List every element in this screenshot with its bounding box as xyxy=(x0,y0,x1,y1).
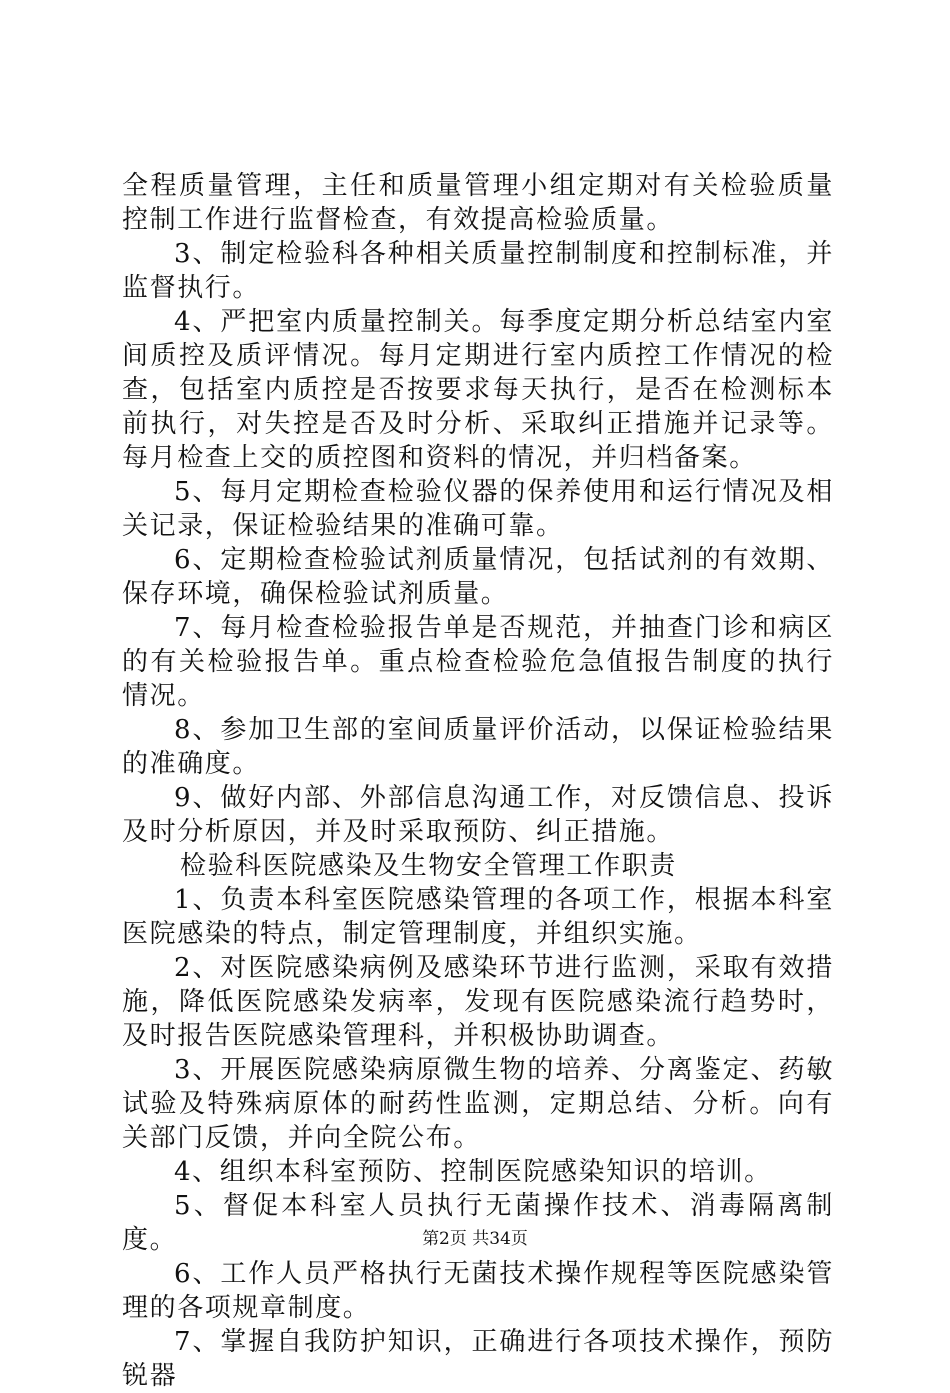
paragraph: 8、参加卫生部的室间质量评价活动，以保证检验结果的准确度。 xyxy=(122,715,834,779)
paragraph: 7、掌握自我防护知识，正确进行各项技术操作，预防锐器 xyxy=(122,1327,834,1391)
paragraph: 1、负责本科室医院感染管理的各项工作，根据本科室医院感染的特点，制定管理制度，并组织实施。 xyxy=(122,885,834,949)
paragraph: 4、组织本科室预防、控制医院感染知识的培训。 xyxy=(174,1157,772,1187)
paragraph: 6、工作人员严格执行无菌技术操作规程等医院感染管理的各项规章制度。 xyxy=(122,1259,834,1323)
paragraph: 3、制定检验科各种相关质量控制制度和控制标准，并监督执行。 xyxy=(122,239,834,303)
paragraph: 2、对医院感染病例及感染环节进行监测，采取有效措施，降低医院感染发病率，发现有医院感染流行趋势时，及时报告医院感染管理科，并积极协助调查。 xyxy=(122,953,834,1051)
paragraph: 全程质量管理，主任和质量管理小组定期对有关检验质量控制工作进行监督检查，有效提高检验质量。 xyxy=(122,171,834,235)
document-body xyxy=(122,169,834,1393)
paragraph: 7、每月检查检验报告单是否规范，并抽查门诊和病区的有关检验报告单。重点检查检验危急值报告制度的执行情况。 xyxy=(122,613,834,711)
paragraph: 4、严把室内质量控制关。每季度定期分析总结室内室间质控及质评情况。每月定期进行室内质控工作情况的检查，包括室内质控是否按要求每天执行，是否在检测标本前执行，对失控是否及时分析、采取纠正措施并记录等。每月检查上交的质控图和资料的情况，并归档备案。 xyxy=(122,307,834,473)
paragraph: 3、开展医院感染病原微生物的培养、分离鉴定、药敏试验及特殊病原体的耐药性监测，定期总结、分析。向有关部门反馈，并向全院公布。 xyxy=(122,1055,834,1153)
section-heading: 检验科医院感染及生物安全管理工作职责 xyxy=(180,851,677,881)
page-number-footer: 第2页 共34页 xyxy=(422,1229,528,1249)
paragraph: 6、定期检查检验试剂质量情况，包括试剂的有效期、保存环境，确保检验试剂质量。 xyxy=(122,545,834,609)
paragraph: 9、做好内部、外部信息沟通工作，对反馈信息、投诉及时分析原因，并及时采取预防、纠正措施。 xyxy=(122,783,834,847)
paragraph: 5、每月定期检查检验仪器的保养使用和运行情况及相关记录，保证检验结果的准确可靠。 xyxy=(122,477,834,541)
paragraph: 5、督促本科室人员执行无菌操作技术、消毒隔离制度。 xyxy=(122,1191,834,1255)
